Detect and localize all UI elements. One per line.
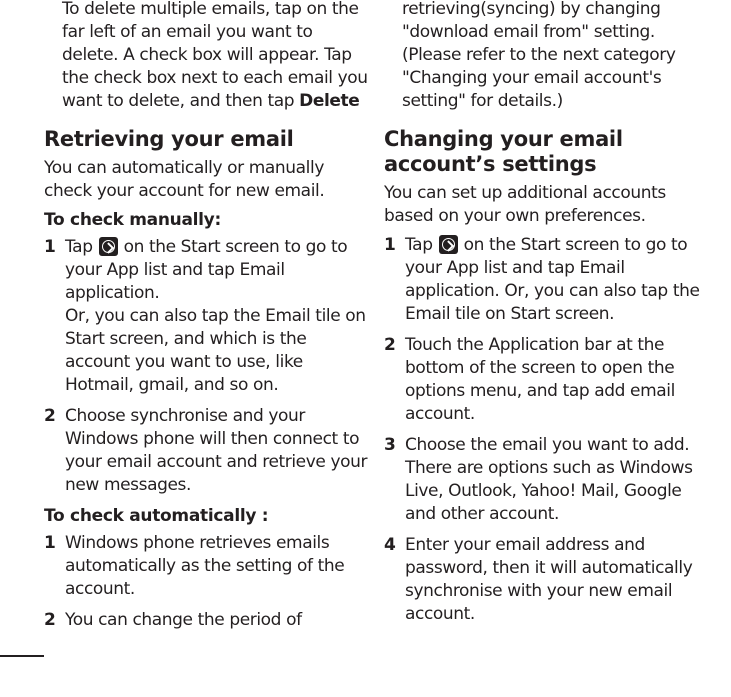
list-item — [384, 434, 704, 526]
automatic-steps-list — [44, 532, 369, 632]
step-text-extra: Or, you can also tap the Email tile on Start screen, and which is the account you want to use, like Hotmail, gmail, and so on. — [65, 306, 366, 395]
step-text: on the Start screen to go to your App list and tap Email application. — [65, 237, 348, 303]
continued-paragraph: retrieving(syncing) by changing "download email from" setting. (Please refer to the next category "Changing your email account's setting" for details.) — [402, 0, 676, 111]
heading-check-manually: To check manually: — [44, 210, 221, 230]
step-text: You can change the period of — [65, 610, 302, 630]
list-item — [44, 532, 369, 601]
list-item — [44, 609, 369, 632]
section-title-changing-settings: Changing your email account’s settings — [384, 127, 623, 176]
step-text: Choose synchronise and your Windows phone will then connect to your email account and retrieve your new messages. — [65, 406, 368, 495]
step-text: Enter your email address and password, then it will automatically synchronise with your new email account. — [405, 535, 693, 624]
settings-steps-list — [384, 234, 704, 626]
step-text: Choose the email you want to add. There are options such as Windows Live, Outlook, Yahoo! Mail, Google and other account. — [405, 435, 693, 524]
list-item — [384, 334, 704, 426]
step-number: 2 — [384, 335, 396, 355]
start-arrow-icon — [439, 235, 458, 254]
step-number: 2 — [44, 406, 56, 426]
list-item — [44, 236, 369, 397]
list-item — [384, 234, 704, 326]
list-item — [384, 534, 704, 626]
continued-paragraph — [44, 0, 369, 113]
heading-check-automatically: To check automatically : — [44, 506, 269, 526]
section-intro-changing-settings: You can set up additional accounts based on your own preferences. — [384, 183, 666, 226]
left-column — [44, 0, 369, 640]
start-arrow-icon — [99, 237, 118, 256]
step-text: Touch the Application bar at the bottom of the screen to open the options menu, and tap add email account. — [405, 335, 675, 424]
step-text: Tap — [65, 237, 98, 257]
right-column — [384, 0, 704, 634]
step-number: 3 — [384, 435, 396, 455]
step-number: 1 — [44, 533, 56, 553]
section-title-retrieving: Retrieving your email — [44, 127, 294, 151]
section-intro-retrieving: You can automatically or manually check your account for new email. — [44, 158, 325, 201]
manual-steps-list — [44, 236, 369, 497]
step-number: 1 — [44, 237, 56, 257]
step-text: Tap — [405, 235, 438, 255]
footer-rule — [0, 655, 44, 657]
list-item — [44, 405, 369, 497]
step-text: Windows phone retrieves emails automatically as the setting of the account. — [65, 533, 345, 599]
step-number: 2 — [44, 610, 56, 630]
step-number: 4 — [384, 535, 396, 555]
continued-text: To delete multiple emails, tap on the far left of an email you want to delete. A check box will appear. Tap the check box next to each email you want to delete, and then tap — [62, 0, 368, 111]
step-number: 1 — [384, 235, 396, 255]
delete-keyword: Delete — [299, 91, 360, 111]
step-text: on the Start screen to go to your App list and tap Email application. Or, you can also tap the Email tile on Start screen. — [405, 235, 700, 324]
